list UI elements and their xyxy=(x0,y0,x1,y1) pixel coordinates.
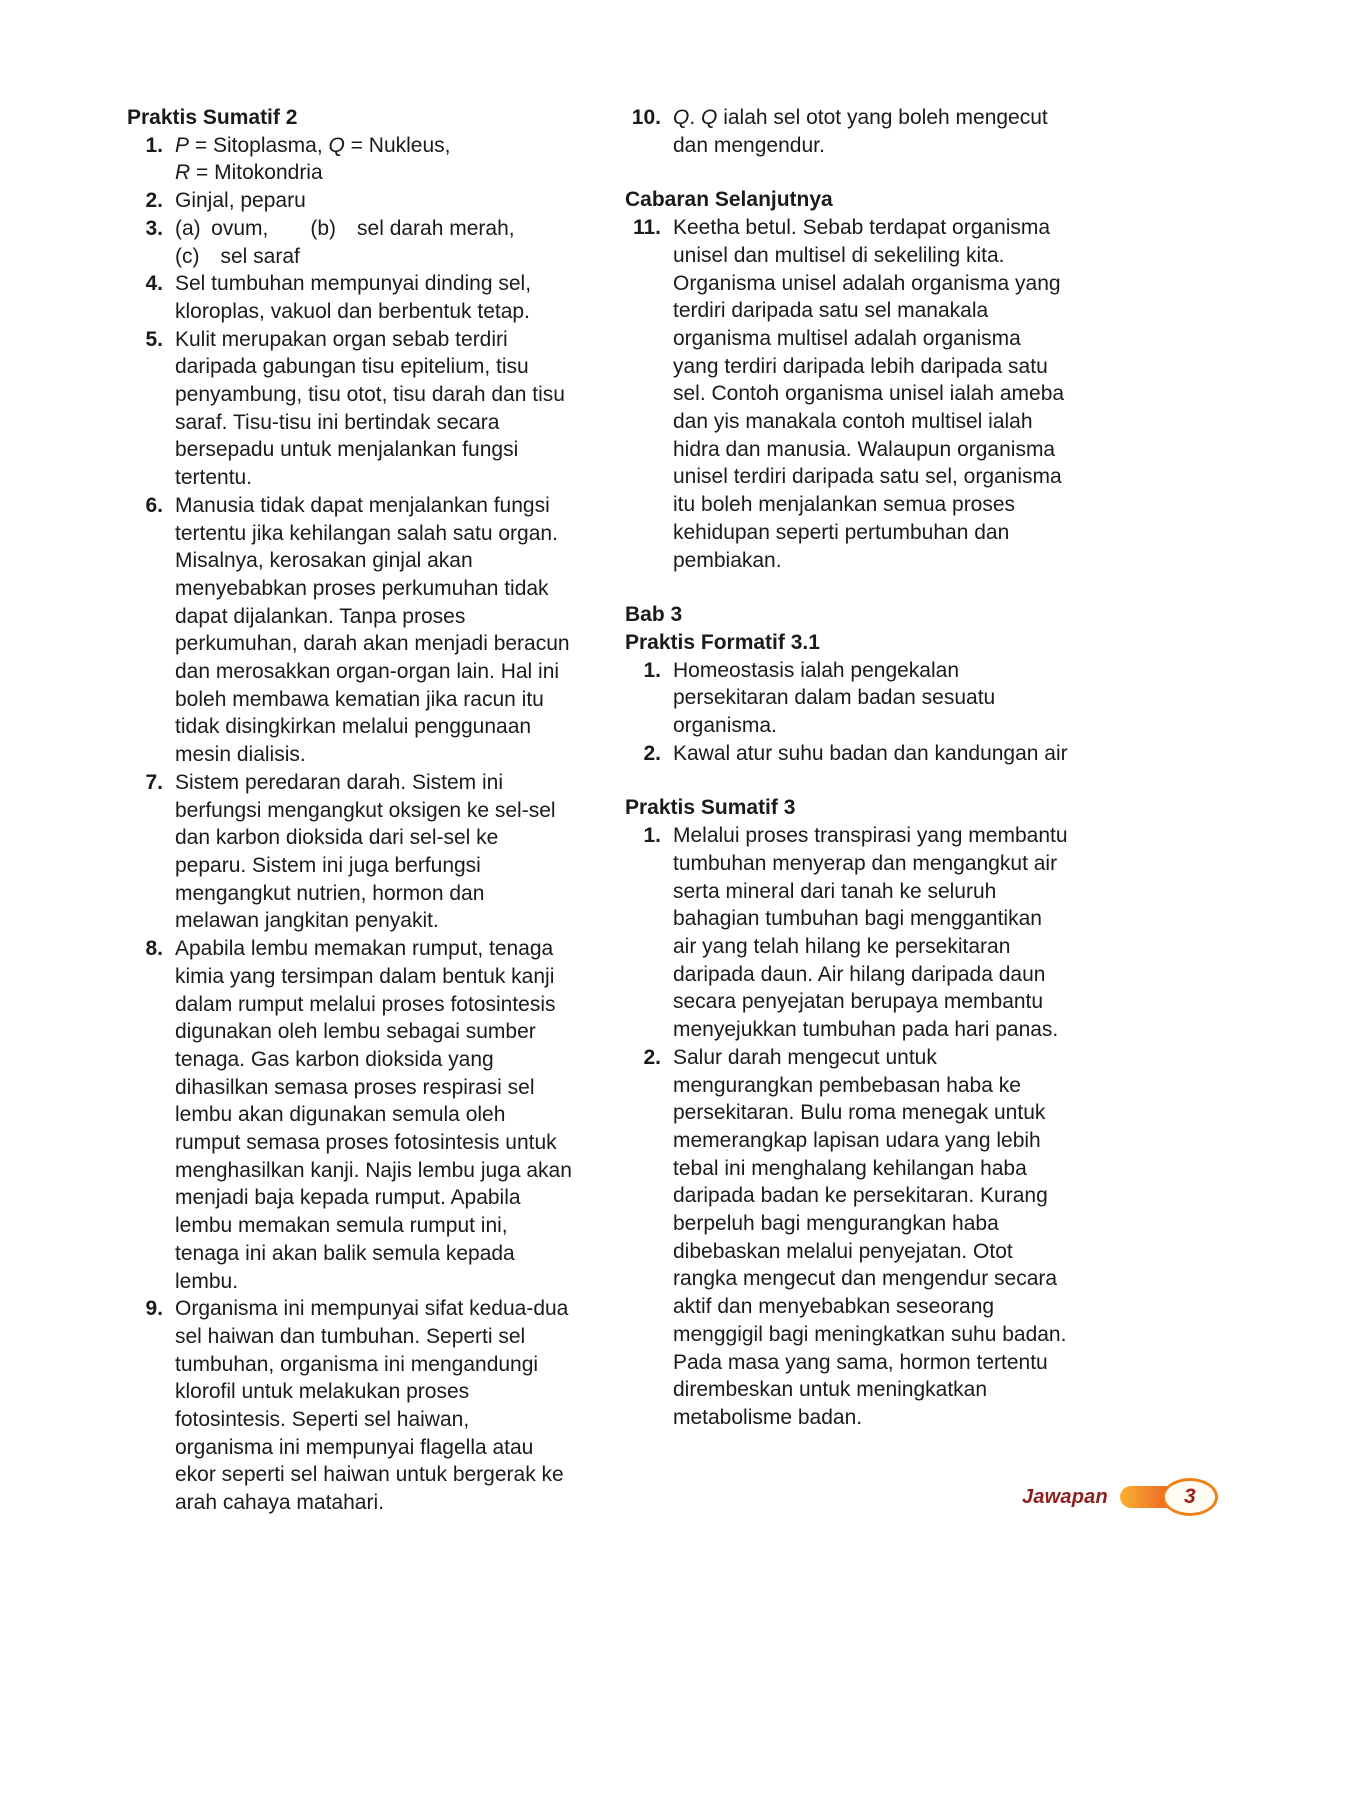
item-number: 8. xyxy=(145,937,163,961)
page-number-badge xyxy=(1162,1478,1218,1516)
answer-item xyxy=(625,104,1071,159)
footer-section-label: Jawapan xyxy=(1022,1485,1108,1508)
item-text: Q. Q ialah sel otot yang boleh mengecut dan mengendur. xyxy=(673,106,1048,157)
item-number: 2. xyxy=(643,1045,661,1069)
item-text: Salur darah mengecut untuk mengurangkan pembebasan haba ke persekitaran. Bulu roma menegak untuk memerangkap lapisan udara yang lebih tebal ini menghalang kehilangan haba daripada badan ke persekitaran. Kurang berpeluh bagi mengurangkan haba dibebaskan melalui penyejatan. Otot rangka mengecut dan mengendur secara aktif dan menyebabkan seseorang menggigil bagi meningkatkan suhu badan. Pada masa yang sama, hormon tertentu dirembeskan untuk meningkatkan metabolisme badan. xyxy=(673,1045,1067,1429)
item-number: 10. xyxy=(631,106,661,129)
item-text: Sel tumbuhan mempunyai dinding sel, kloroplas, vakuol dan berbentuk tetap. xyxy=(175,272,532,323)
item-text: Kawal atur suhu badan dan kandungan air xyxy=(673,741,1068,765)
item-number: 11. xyxy=(632,216,661,240)
column-2 xyxy=(625,104,1071,1517)
section-heading: Praktis Formatif 3.1 xyxy=(625,630,820,654)
answer-item xyxy=(625,214,1071,574)
answer-item xyxy=(625,1044,1071,1432)
answer-item xyxy=(127,1295,573,1517)
section-heading: Praktis Sumatif 3 xyxy=(625,796,796,820)
item-number: 1. xyxy=(145,133,163,157)
item-text: Keetha betul. Sebab terdapat organisma unisel dan multisel di sekeliling kita. Organisma unisel adalah organisma yang terdiri daripada satu sel manakala organisma multisel adalah organisma yang terdiri daripada lebih daripada satu sel. Contoh organisma unisel ialah ameba dan yis manakala contoh multisel ialah hidra dan manusia. Walaupun organisma unisel terdiri daripada satu sel, organisma itu boleh menjalankan semua proses kehidupan seperti pertumbuhan dan pembiakan. xyxy=(673,216,1065,572)
item-text: Homeostasis ialah pengekalan persekitaran dalam badan sesuatu organisma. xyxy=(673,658,996,738)
item-text: Apabila lembu memakan rumput, tenaga kimia yang tersimpan dalam bentuk kanji dalam rumput melalui proses fotosintesis digunakan oleh lembu sebagai sumber tenaga. Gas karbon dioksida yang dihasilkan semasa proses respirasi sel lembu akan digunakan semula oleh rumput semasa proses fotosintesis untuk menghasilkan kanji. Najis lembu juga akan menjadi baja kepada rumput. Apabila lembu memakan semula rumput ini, tenaga ini akan balik semula kepada lembu. xyxy=(175,937,572,1293)
answer-item xyxy=(127,270,573,325)
item-number: 4. xyxy=(145,272,163,296)
section-heading: Bab 3 xyxy=(625,603,683,627)
item-text: Manusia tidak dapat menjalankan fungsi tertentu jika kehilangan salah satu organ. Misalnya, kerosakan ginjal akan menyebabkan proses perkumuhan tidak dapat dijalankan. Tanpa proses perkumuhan, darah akan menjadi beracun dan merosakkan organ-organ lain. Hal ini boleh membawa kematian jika racun itu tidak disingkirkan melalui penggunaan mesin dialisis. xyxy=(175,493,570,767)
section-heading: Cabaran Selanjutnya xyxy=(625,188,833,212)
item-text: Kulit merupakan organ sebab terdiri daripada gabungan tisu epitelium, tisu penyambung, tisu otot, tisu darah dan tisu saraf. Tisu-tisu ini bertindak secara bersepadu untuk menjalankan fungsi tertentu. xyxy=(175,327,565,490)
item-number: 6. xyxy=(145,493,163,517)
item-number: 9. xyxy=(145,1297,163,1321)
answers-content xyxy=(127,104,1071,1517)
item-number: 1. xyxy=(643,658,661,682)
page-number: 3 xyxy=(1184,1485,1196,1508)
column-1 xyxy=(127,104,573,1517)
answer-item xyxy=(127,187,573,215)
item-text: Sistem peredaran darah. Sistem ini berfungsi mengangkut oksigen ke sel-sel dan karbon dioksida dari sel-sel ke peparu. Sistem ini juga berfungsi mengangkut nutrien, hormon dan melawan jangkitan penyakit. xyxy=(175,770,556,933)
answer-item xyxy=(127,769,573,935)
item-number: 5. xyxy=(145,327,163,351)
answer-item xyxy=(127,326,573,492)
item-number: 7. xyxy=(145,770,163,794)
answer-item xyxy=(625,822,1071,1044)
answer-item xyxy=(127,492,573,769)
item-number: 1. xyxy=(643,824,661,848)
item-text: (a) ovum, (b) sel darah merah, (c) sel saraf xyxy=(175,216,515,268)
answer-item xyxy=(625,657,1071,740)
answer-item xyxy=(127,935,573,1295)
footer xyxy=(1022,1480,1218,1514)
answer-item xyxy=(625,740,1071,768)
item-number: 3. xyxy=(145,216,163,240)
answer-item xyxy=(127,132,573,187)
item-text: Ginjal, peparu xyxy=(175,189,306,213)
item-number: 2. xyxy=(643,741,661,765)
item-text: Organisma ini mempunyai sifat kedua-dua sel haiwan dan tumbuhan. Seperti sel tumbuhan, organisma ini mengandungi klorofil untuk melakukan proses fotosintesis. Seperti sel haiwan, organisma ini mempunyai flagella atau ekor seperti sel haiwan untuk bergerak ke arah cahaya matahari. xyxy=(175,1297,569,1515)
answer-item xyxy=(127,215,573,270)
section-heading: Praktis Sumatif 2 xyxy=(127,106,298,129)
item-text: P = Sitoplasma, Q = Nukleus, R = Mitokondria xyxy=(175,133,451,185)
item-text: Melalui proses transpirasi yang membantu tumbuhan menyerap dan mengangkut air serta mineral dari tanah ke seluruh bahagian tumbuhan bagi menggantikan air yang telah hilang ke persekitaran daripada daun. Air hilang daripada daun secara penyejatan berupaya membantu menyejukkan tumbuhan pada hari panas. xyxy=(673,824,1068,1042)
item-number: 2. xyxy=(145,189,163,213)
